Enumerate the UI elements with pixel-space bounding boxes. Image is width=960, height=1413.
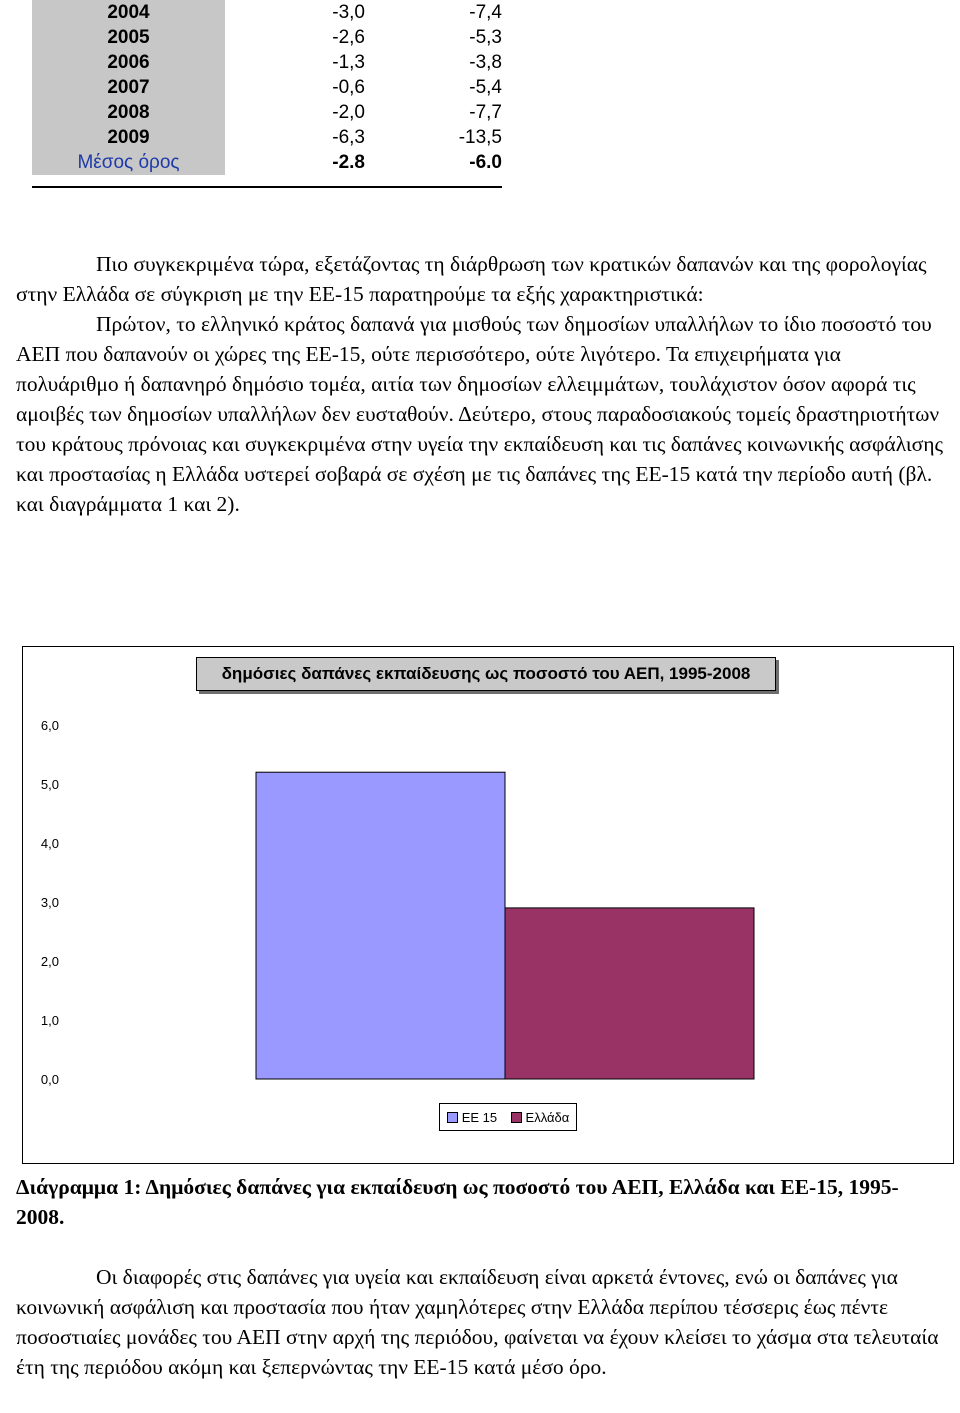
- bar-ee15: [256, 772, 505, 1079]
- y-tick-label: 5,0: [40, 777, 59, 792]
- year-cell: 2007: [32, 75, 225, 100]
- chart-title: δημόσιες δαπάνες εκπαίδευσης ως ποσοστό του ΑΕΠ, 1995-2008: [196, 657, 776, 691]
- table-row: [32, 100, 502, 125]
- year-cell: 2009: [32, 125, 225, 150]
- bar-greece: [505, 908, 754, 1079]
- value-cell: -2,0: [332, 102, 365, 123]
- legend-item: [447, 1110, 497, 1125]
- y-tick-label: 4,0: [40, 836, 59, 851]
- paragraph-text: Οι διαφορές στις δαπάνες για υγεία και εκπαίδευση είναι αρκετά έντονες, ενώ οι δαπάνες για κοινωνική ασφάλιση και προστασία που ήταν χαμηλότερες στην Ελλάδα περίπου τέσσερις έως πέντε ποσοστιαίες μονάδες του ΑΕΠ στην αρχή της περιόδου, φαίνεται να έχουν κλείσει το χάσμα στα τελευταία έτη της περιόδου ακόμη και ξεπερνώντας την ΕΕ-15 κατά μέσο όρο.: [16, 1265, 939, 1379]
- value-cell: -3,8: [469, 52, 502, 73]
- table-row: [32, 0, 502, 25]
- value-cell: -13,5: [458, 127, 502, 148]
- table-row: [32, 75, 502, 100]
- year-cell: 2008: [32, 100, 225, 125]
- paragraph-text: Πιο συγκεκριμένα τώρα, εξετάζοντας τη διάρθρωση των κρατικών δαπανών και της φορολογίας στην Ελλάδα σε σύγκριση με την ΕΕ-15 παρατηρούμε τα εξής χαρακτηριστικά:: [16, 252, 927, 306]
- y-tick-label: 6,0: [40, 718, 59, 733]
- value-cell: -5,3: [469, 27, 502, 48]
- value-cell: -3,0: [332, 2, 365, 23]
- chart-plot: [23, 647, 953, 1163]
- table-row: [32, 125, 502, 150]
- average-label: Μέσος όρος: [32, 150, 225, 175]
- year-cell: 2005: [32, 25, 225, 50]
- y-tick-label: 3,0: [40, 895, 59, 910]
- y-tick-label: 1,0: [40, 1013, 59, 1028]
- education-spending-chart: [22, 646, 954, 1164]
- year-cell: 2006: [32, 50, 225, 75]
- legend-swatch: [447, 1112, 458, 1123]
- average-value: -6.0: [469, 152, 502, 173]
- value-cell: -2,6: [332, 27, 365, 48]
- legend-label: Ελλάδα: [525, 1109, 570, 1125]
- value-cell: -0,6: [332, 77, 365, 98]
- value-cell: -1,3: [332, 52, 365, 73]
- table-row: [32, 25, 502, 50]
- y-tick-label: 2,0: [40, 954, 59, 969]
- value-cell: -7,7: [469, 102, 502, 123]
- year-cell: 2004: [32, 0, 225, 25]
- deficit-table: [32, 0, 502, 188]
- legend-label: ΕΕ 15: [461, 1109, 498, 1125]
- paragraph-text: Πρώτον, το ελληνικό κράτος δαπανά για μισθούς των δημοσίων υπαλλήλων το ίδιο ποσοστό του ΑΕΠ που δαπανούν οι χώρες της ΕΕ-15, ούτε περισσότερο, ούτε λιγότερο. Τα επιχειρήματα για πολυάριθμο ή δαπανηρό δημόσιο τομέα, αιτία των δημοσίων ελλειμμάτων, τουλάχιστον όσον αφορά τις αμοιβές των δημοσίων υπαλλήλων δεν ευσταθούν. Δεύτερο, στους παραδοσιακούς τομείς δραστηριοτήτων του κράτους πρόνοιας και συγκεκριμένα στην υγεία την εκπαίδευση και τις δαπάνες κοινωνικής ασφάλισης και προστασίας η Ελλάδα υστερεί σοβαρά σε σχέση με τις δαπάνες της ΕΕ-15 κατά την περίοδο αυτή (βλ. και διαγράμματα 1 και 2).: [16, 312, 943, 516]
- average-value: -2.8: [332, 152, 365, 173]
- legend-item: [511, 1110, 570, 1125]
- value-cell: -5,4: [469, 77, 502, 98]
- chart-caption: Διάγραμμα 1: Δημόσιες δαπάνες για εκπαίδευση ως ποσοστό του ΑΕΠ, Ελλάδα και ΕΕ-15, 1995-2008.: [16, 1175, 899, 1229]
- intro-paragraph: [16, 249, 946, 519]
- value-cell: -7,4: [469, 2, 502, 23]
- value-cell: -6,3: [332, 127, 365, 148]
- legend-swatch: [511, 1112, 522, 1123]
- chart-legend: [439, 1103, 577, 1131]
- y-tick-label: 0,0: [40, 1072, 59, 1087]
- closing-paragraph: [16, 1262, 946, 1382]
- average-row: [32, 150, 502, 175]
- table-row: [32, 50, 502, 75]
